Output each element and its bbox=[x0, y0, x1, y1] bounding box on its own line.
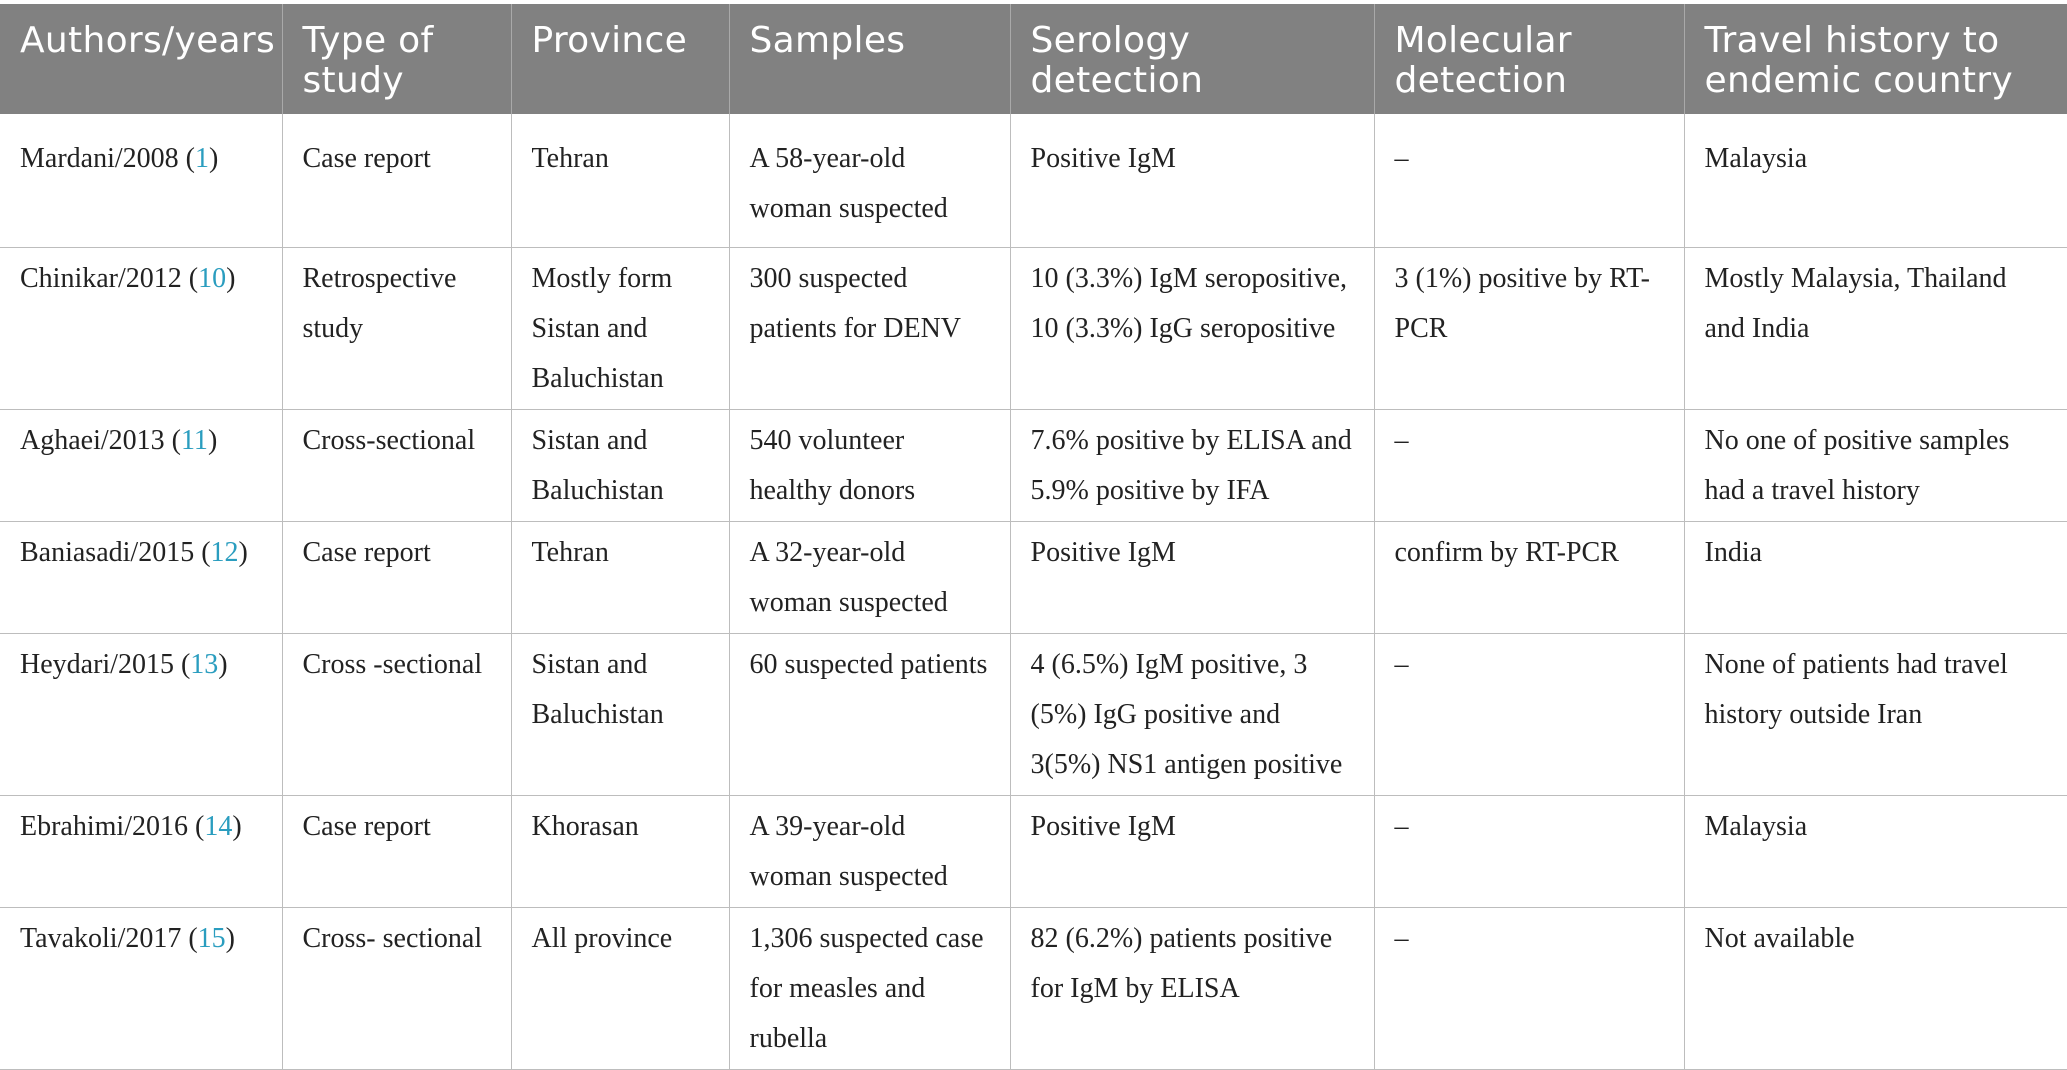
table-row bbox=[0, 908, 2067, 1070]
dengue-studies-table bbox=[0, 4, 2067, 1070]
table-row bbox=[0, 796, 2067, 908]
cell-samples: A 58-year-old woman suspected bbox=[729, 114, 1010, 248]
cell-author: Baniasadi/2015 (12) bbox=[0, 522, 282, 634]
author-name: Mardani/2008 bbox=[20, 143, 179, 174]
cell-samples: 540 volunteer healthy donors bbox=[729, 410, 1010, 522]
cell-travel: Malaysia bbox=[1684, 114, 2067, 248]
cell-province: Sistan and Baluchistan bbox=[511, 634, 729, 796]
cell-travel: Mostly Malaysia, Thailand and India bbox=[1684, 248, 2067, 410]
cell-author: Heydari/2015 (13) bbox=[0, 634, 282, 796]
cell-samples: A 39-year-old woman suspected bbox=[729, 796, 1010, 908]
reference-link[interactable]: 14 bbox=[204, 811, 233, 842]
cell-molecular: – bbox=[1374, 410, 1684, 522]
cell-study-type: Cross- sectional bbox=[282, 908, 511, 1070]
reference-link[interactable]: 12 bbox=[210, 537, 239, 568]
header-molecular-detection: Molecular detection bbox=[1374, 4, 1684, 114]
cell-serology: Positive IgM bbox=[1010, 522, 1374, 634]
header-authors-years: Authors/years bbox=[0, 4, 282, 114]
cell-province: Tehran bbox=[511, 522, 729, 634]
cell-molecular: – bbox=[1374, 114, 1684, 248]
author-name: Ebrahimi/2016 bbox=[20, 811, 188, 842]
cell-author: Chinikar/2012 (10) bbox=[0, 248, 282, 410]
cell-study-type: Case report bbox=[282, 114, 511, 248]
cell-province: Sistan and Baluchistan bbox=[511, 410, 729, 522]
cell-serology: Positive IgM bbox=[1010, 796, 1374, 908]
cell-serology: 10 (3.3%) IgM seropositive, 10 (3.3%) IgG seropositive bbox=[1010, 248, 1374, 410]
cell-province: Khorasan bbox=[511, 796, 729, 908]
cell-travel: Not available bbox=[1684, 908, 2067, 1070]
header-travel-history: Travel history to endemic country bbox=[1684, 4, 2067, 114]
cell-author: Ebrahimi/2016 (14) bbox=[0, 796, 282, 908]
author-name: Tavakoli/2017 bbox=[20, 923, 182, 954]
header-samples: Samples bbox=[729, 4, 1010, 114]
cell-study-type: Cross -sectional bbox=[282, 634, 511, 796]
cell-author: Tavakoli/2017 (15) bbox=[0, 908, 282, 1070]
table-row bbox=[0, 410, 2067, 522]
cell-study-type: Case report bbox=[282, 522, 511, 634]
header-type-of-study: Type of study bbox=[282, 4, 511, 114]
author-name: Heydari/2015 bbox=[20, 649, 174, 680]
table-row bbox=[0, 634, 2067, 796]
cell-samples: A 32-year-old woman suspected bbox=[729, 522, 1010, 634]
cell-serology: Positive IgM bbox=[1010, 114, 1374, 248]
table-row bbox=[0, 522, 2067, 634]
cell-molecular: confirm by RT-PCR bbox=[1374, 522, 1684, 634]
cell-author: Aghaei/2013 (11) bbox=[0, 410, 282, 522]
reference-link[interactable]: 1 bbox=[194, 143, 209, 174]
author-name: Chinikar/2012 bbox=[20, 263, 182, 294]
reference-link[interactable]: 10 bbox=[198, 263, 227, 294]
cell-study-type: Retrospective study bbox=[282, 248, 511, 410]
author-name: Aghaei/2013 bbox=[20, 425, 165, 456]
table-row bbox=[0, 248, 2067, 410]
author-name: Baniasadi/2015 bbox=[20, 537, 195, 568]
cell-province: Mostly form Sistan and Baluchistan bbox=[511, 248, 729, 410]
cell-molecular: 3 (1%) positive by RT-PCR bbox=[1374, 248, 1684, 410]
cell-travel: Malaysia bbox=[1684, 796, 2067, 908]
cell-serology: 4 (6.5%) IgM positive, 3 (5%) IgG positive and 3(5%) NS1 antigen positive bbox=[1010, 634, 1374, 796]
cell-province: Tehran bbox=[511, 114, 729, 248]
cell-molecular: – bbox=[1374, 634, 1684, 796]
cell-samples: 1,306 suspected case for measles and rubella bbox=[729, 908, 1010, 1070]
reference-link[interactable]: 15 bbox=[197, 923, 226, 954]
cell-study-type: Case report bbox=[282, 796, 511, 908]
reference-link[interactable]: 11 bbox=[180, 425, 208, 456]
cell-travel: India bbox=[1684, 522, 2067, 634]
header-province: Province bbox=[511, 4, 729, 114]
cell-province: All province bbox=[511, 908, 729, 1070]
cell-samples: 300 suspected patients for DENV bbox=[729, 248, 1010, 410]
dengue-studies-table-container bbox=[0, 4, 2067, 1070]
cell-serology: 82 (6.2%) patients positive for IgM by ELISA bbox=[1010, 908, 1374, 1070]
header-serology-detection: Serology detection bbox=[1010, 4, 1374, 114]
cell-author: Mardani/2008 (1) bbox=[0, 114, 282, 248]
cell-travel: None of patients had travel history outside Iran bbox=[1684, 634, 2067, 796]
cell-molecular: – bbox=[1374, 908, 1684, 1070]
table-row bbox=[0, 114, 2067, 248]
cell-samples: 60 suspected patients bbox=[729, 634, 1010, 796]
cell-study-type: Cross-sectional bbox=[282, 410, 511, 522]
header-row bbox=[0, 4, 2067, 114]
cell-serology: 7.6% positive by ELISA and 5.9% positive by IFA bbox=[1010, 410, 1374, 522]
cell-molecular: – bbox=[1374, 796, 1684, 908]
reference-link[interactable]: 13 bbox=[190, 649, 219, 680]
cell-travel: No one of positive samples had a travel history bbox=[1684, 410, 2067, 522]
